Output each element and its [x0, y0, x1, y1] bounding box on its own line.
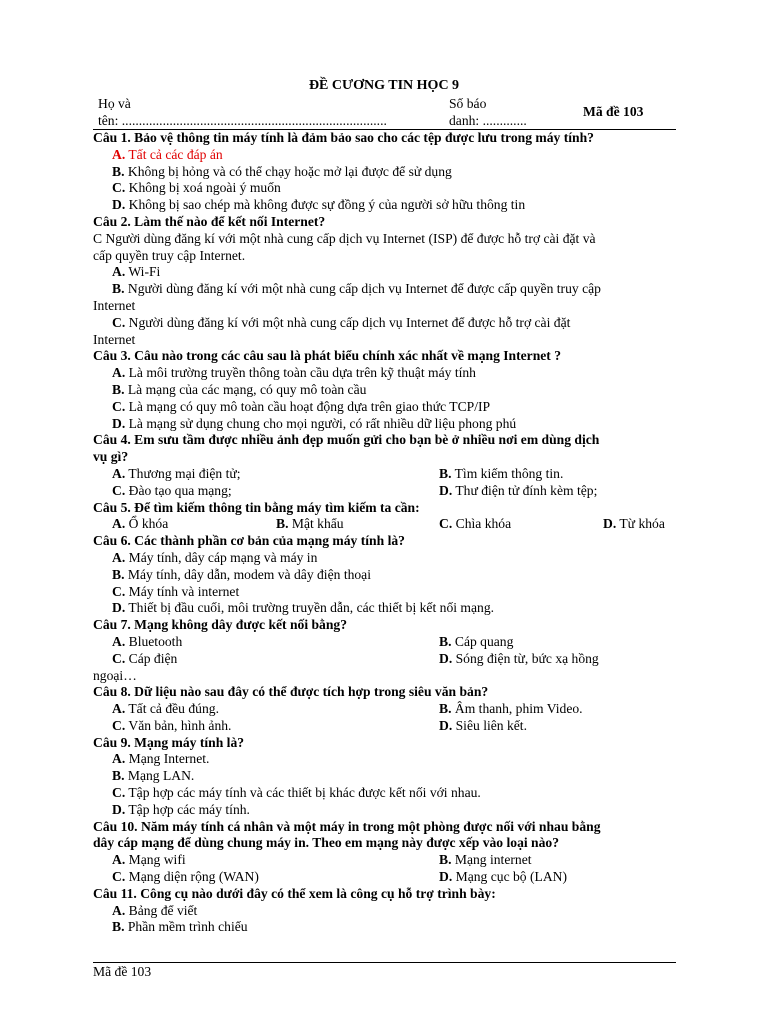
q9-option-d: D. Tập hợp các máy tính. — [112, 801, 250, 817]
q5-option-b: B. Mật khẩu — [276, 516, 344, 532]
q8-option-d: D. Siêu liên kết. — [439, 717, 527, 733]
page-title: ĐỀ CƯƠNG TIN HỌC 9 — [308, 78, 460, 93]
q1-option-b: B. Không bị hỏng và có thể chạy hoặc mở lại được để sử dụng — [112, 163, 452, 179]
name-label: Họ và — [98, 96, 131, 111]
question-4: Câu 4. Em sưu tầm được nhiều ảnh đẹp muốn gửi cho bạn bè ở nhiều nơi em dùng dịch — [93, 432, 600, 448]
q3-option-c: C. Là mạng có quy mô toàn cầu hoạt động dựa trên giao thức TCP/IP — [112, 398, 491, 414]
q2-option-b: B. Người dùng đăng kí với một nhà cung cấp dịch vụ Internet để được cấp quyền truy cập — [112, 281, 601, 297]
q4-option-b: B. Tìm kiếm thông tin. — [439, 465, 564, 481]
q2-option-a: A. Wi-Fi — [112, 264, 161, 280]
exam-code: Mã đề 103 — [583, 104, 644, 119]
candidate-number-field — [449, 95, 559, 129]
q2-option-c: C. Người dùng đăng kí với một nhà cung cấp dịch vụ Internet để được hỗ trợ cài đặt — [112, 314, 571, 330]
question-5: Câu 5. Để tìm kiếm thông tin bằng máy tìm kiếm ta cần: — [93, 499, 420, 515]
question-4-cont: vụ gì? — [93, 449, 129, 465]
q8-option-a: A. Tất cả đều đúng. — [112, 701, 219, 717]
question-9: Câu 9. Mạng máy tính là? — [93, 734, 245, 750]
q5-options-row — [93, 516, 676, 533]
q3-option-a: A. Là môi trường truyền thông toàn cầu dựa trên kỹ thuật máy tính — [112, 365, 476, 381]
q4-option-a: A. Thương mại điện tử; — [112, 465, 241, 481]
q4-option-d: D. Thư điện tử đính kèm tệp; — [439, 482, 598, 498]
name-dots: tên: .............................................................................. — [98, 113, 387, 128]
q6-option-d: D. Thiết bị đầu cuối, môi trường truyền dẫn, các thiết bị kết nối mạng. — [112, 600, 495, 616]
q8-option-c: C. Văn bản, hình ảnh. — [112, 717, 232, 733]
q10-option-c: C. Mạng diện rộng (WAN) — [112, 869, 259, 885]
sbd-label: Số báo — [449, 96, 487, 111]
q7-option-d-cont: ngoại… — [93, 667, 137, 683]
q3-option-b: B. Là mạng của các mạng, có quy mô toàn cầu — [112, 381, 367, 397]
q7-options-row-1 — [93, 634, 676, 651]
q5-option-a: A. Ổ khóa — [112, 516, 169, 532]
q2-option-c-cont: Internet — [93, 331, 136, 347]
q1-option-d: D. Không bị sao chép mà không được sự đồng ý của người sở hữu thông tin — [112, 197, 526, 213]
q8-option-b: B. Âm thanh, phim Video. — [439, 701, 583, 717]
question-11: Câu 11. Công cụ nào dưới đây có thể xem là công cụ hỗ trợ trình bày: — [93, 885, 496, 901]
q2-note-line-2: cấp quyền truy cập Internet. — [93, 247, 246, 263]
question-3: Câu 3. Câu nào trong các câu sau là phát biểu chính xác nhất về mạng Internet ? — [93, 348, 562, 364]
q4-options-row-1 — [93, 466, 676, 483]
question-list — [93, 130, 676, 936]
q8-options-row-1 — [93, 701, 676, 718]
q7-option-b: B. Cáp quang — [439, 633, 514, 649]
question-8: Câu 8. Dữ liệu nào sau đây có thể được tích hợp trong siêu văn bản? — [93, 684, 489, 700]
q6-option-b: B. Máy tính, dây dẫn, modem và dây điện thoại — [112, 566, 371, 582]
question-6: Câu 6. Các thành phần cơ bản của mạng máy tính là? — [93, 533, 405, 549]
q4-option-c: C. Đào tạo qua mạng; — [112, 482, 232, 498]
q11-option-a: A. Bảng để viết — [112, 902, 198, 918]
q1-option-c: C. Không bị xoá ngoài ý muốn — [112, 180, 281, 196]
q3-option-d: D. Là mạng sử dụng chung cho mọi người, có rất nhiều dữ liệu phong phú — [112, 415, 517, 431]
question-10-cont: dây cáp mạng để dùng chung máy in. Theo em mạng này được xếp vào loại nào? — [93, 835, 559, 851]
q10-options-row-1 — [93, 852, 676, 869]
footer-exam-code: Mã đề 103 — [93, 964, 152, 979]
question-2: Câu 2. Làm thế nào để kết nối Internet? — [93, 213, 326, 229]
q10-options-row-2 — [93, 869, 676, 886]
q9-option-c: C. Tập hợp các máy tính và các thiết bị khác được kết nối với nhau. — [112, 785, 481, 801]
q5-option-d: D. Từ khóa — [603, 516, 665, 532]
q10-option-b: B. Mạng internet — [439, 852, 532, 868]
q7-options-row-2 — [93, 651, 676, 668]
q4-options-row-2 — [93, 483, 676, 500]
q6-option-c: C. Máy tính và internet — [112, 583, 240, 599]
q5-option-c: C. Chìa khóa — [439, 516, 512, 532]
q7-option-d: D. Sóng điện từ, bức xạ hồng — [439, 650, 599, 666]
q7-option-c: C. Cáp điện — [112, 650, 178, 666]
q7-option-a: A. Bluetooth — [112, 633, 183, 649]
q2-note-line-1: C Người dùng đăng kí với một nhà cung cấp dịch vụ Internet (ISP) để được hỗ trợ cài đặt và — [93, 230, 596, 246]
q8-options-row-2 — [93, 718, 676, 735]
q2-option-b-cont: Internet — [93, 297, 136, 313]
q9-option-b: B. Mạng LAN. — [112, 768, 195, 784]
q10-option-d: D. Mạng cục bộ (LAN) — [439, 869, 567, 885]
q10-option-a: A. Mạng wifi — [112, 852, 186, 868]
footer-divider — [93, 962, 676, 963]
q9-option-a: A. Mạng Internet. — [112, 751, 210, 767]
q6-option-a: A. Máy tính, dây cáp mạng và máy in — [112, 549, 318, 565]
name-field — [98, 95, 418, 129]
question-1: Câu 1. Bảo vệ thông tin máy tính là đảm bảo sao cho các tệp được lưu trong máy tính? — [93, 130, 594, 145]
sbd-dots: danh: ............. — [449, 113, 527, 128]
q1-option-a: A. Tất cả các đáp án — [112, 146, 223, 162]
q11-option-b: B. Phần mềm trình chiếu — [112, 919, 248, 935]
question-7: Câu 7. Mạng không dây được kết nối bằng? — [93, 617, 348, 633]
question-10: Câu 10. Năm máy tính cá nhân và một máy in trong một phòng được nối với nhau bằng — [93, 818, 601, 834]
